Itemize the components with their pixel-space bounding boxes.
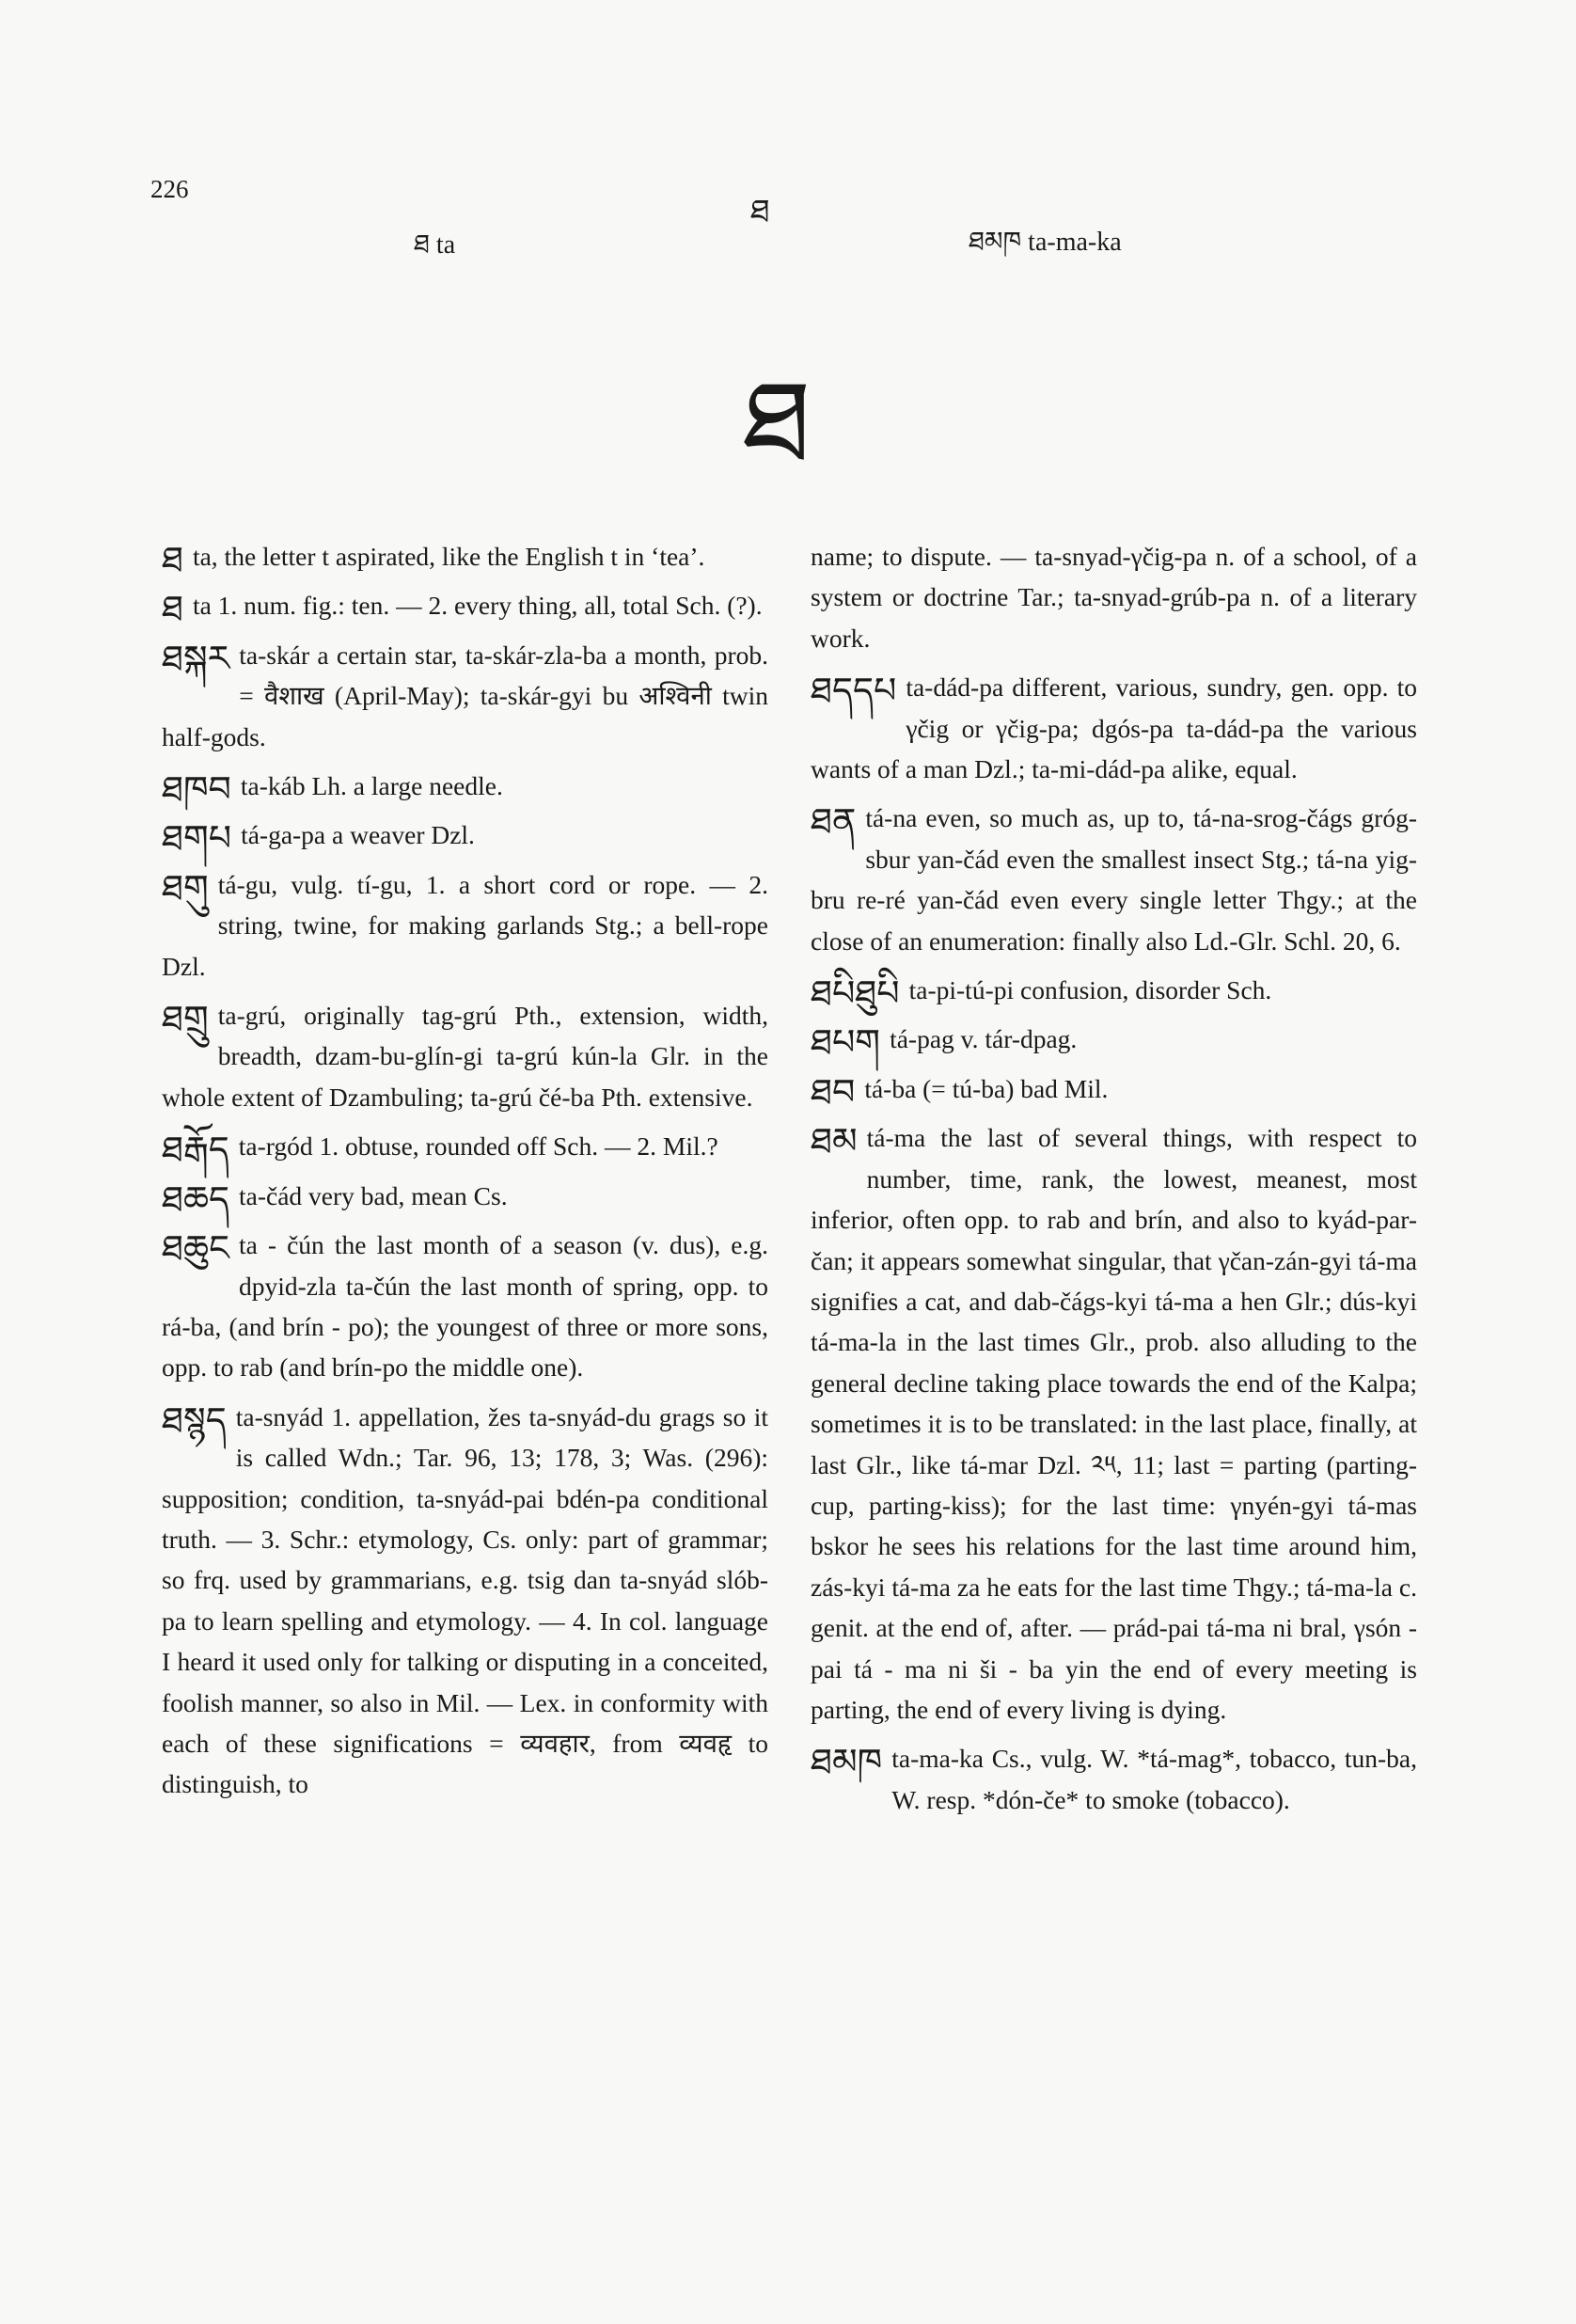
dictionary-entry xyxy=(162,536,768,580)
entry-headword-tibetan: ཐཔག xyxy=(811,1021,881,1064)
entry-text: tá-ba (= tú-ba) bad Mil. xyxy=(864,1073,1109,1103)
dictionary-entry xyxy=(162,1225,768,1388)
entry-text: ta-ma-ka Cs., vulg. W. *tá-mag*, tobacco, tun-ba, W. resp. *dón-če* to smoke (tobacco). xyxy=(891,1744,1417,1814)
entry-text: ta-grú, originally tag-grú Pth., extension, width, breadth, dzam-bu-glín-gi ta-grú kún-la Glr. in the whole extent of Dzambuling; ta-grú čé-ba Pth. extensive. xyxy=(162,1001,768,1112)
dictionary-entry xyxy=(162,1126,768,1171)
entry-text: ta-snyád 1. appellation, žes ta-snyád-du grags so it is called Wdn.; Tar. 96, 13; 178, 3; Was. (296): supposition; condition, ta-snyád-pai bdén-pa conditional truth. — 3. Schr.: etymology, Cs. only: part of grammar; so frq. used by grammarians, e.g. tsig dan ta-snyád slób-pa to learn spelling and etymology. — 4. In col. language I heard it used only for talking or disputing in a conceited, foolish manner, so also in Mil. — Lex. in conformity with each of these significations = व्यवहार, from व्यवहृ to distinguish, to xyxy=(162,1401,768,1799)
entry-headword-tibetan: ཐདདཔ xyxy=(811,670,897,712)
entry-headword-tibetan: ཐཆུང xyxy=(162,1227,229,1270)
entry-text: ta-rgód 1. obtuse, rounded off Sch. — 2. Mil.? xyxy=(238,1131,718,1162)
dictionary-entry-continued xyxy=(811,536,1417,658)
dictionary-entry xyxy=(162,1397,768,1805)
dictionary-entry xyxy=(162,585,768,630)
dictionary-entry xyxy=(811,970,1417,1015)
entry-headword-tibetan: ཐགྲུ xyxy=(162,998,209,1040)
entry-headword-tibetan: ཐམ xyxy=(811,1120,858,1162)
entry-headword-tibetan: ཐན xyxy=(811,800,857,843)
dictionary-entry xyxy=(811,798,1417,961)
running-head-center: ཐ xyxy=(750,193,770,230)
entry-text: tá-ga-pa a weaver Dzl. xyxy=(241,820,475,850)
entry-text: tá-ma the last of several things, with respect to number, time, rank, the lowest, meanest, most inferior, often opp. to rab and brín, and also to kyád-par-čan; it appears somewhat singular, that γčan-zán-gyi tá-ma signifies a cat, and dab-čágs-kyi tá-ma a hen Glr.; dús-kyi tá-ma-la in the last times Glr., prob. also alluding to the general decline taking place towards the end of the Kalpa; sometimes it is to be translated: in the last place, finally, at last Glr., like tá-mar Dzl. ༢༥, 11; last = parting (parting-cup, parting-kiss); for the last time: γnyén-gyi tá-mas bskor he sees his relations for the last time around him, zás-kyi tá-ma za he eats for the last time Thgy.; tá-ma-la c. genit. at the end of, after. — prád-pai tá-ma ni bral, γsón - pai tá - ma ni ši - ba yin the end of every meeting is parting, the end of every living is dying. xyxy=(811,1123,1417,1724)
entry-text: ta-káb Lh. a large needle. xyxy=(240,771,503,801)
dictionary-entry xyxy=(162,995,768,1117)
dictionary-entry xyxy=(811,1738,1417,1820)
entry-text: ta-pi-tú-pi confusion, disorder Sch. xyxy=(908,975,1272,1005)
entry-headword-tibetan: ཐརྒོད xyxy=(162,1129,229,1171)
dictionary-entry xyxy=(162,1176,768,1220)
dictionary-entry xyxy=(811,1019,1417,1064)
entry-text: tá-gu, vulg. tí-gu, 1. a short cord or rope. — 2. string, twine, for making garlands Stg.; a bell-rope Dzl. xyxy=(162,869,768,981)
entry-headword-tibetan: ཐགུ xyxy=(162,866,209,909)
entry-headword-tibetan: ཐ xyxy=(162,539,183,580)
entry-text: ta - čún the last month of a season (v. dus), e.g. dpyid-zla ta-čún the last month of spring, opp. to rá-ba, (and brín - po); the youngest of three or more sons, opp. to rab (and brín-po the middle one). xyxy=(162,1230,768,1383)
dictionary-entry xyxy=(162,635,768,757)
entry-text: tá-pag v. tár-dpag. xyxy=(890,1024,1078,1054)
entry-headword-tibetan: ཐམཁ xyxy=(811,1741,883,1783)
dictionary-entry xyxy=(811,1068,1417,1113)
dictionary-entry xyxy=(162,766,768,811)
entry-text: ta-čád very bad, mean Cs. xyxy=(239,1180,508,1210)
entry-text: ta, the letter t aspirated, like the English t in ‘tea’. xyxy=(192,542,705,571)
entry-headword-tibetan: ཐགཔ xyxy=(162,817,232,860)
dictionary-entry xyxy=(162,814,768,860)
running-head-left: ཐ ta xyxy=(414,230,456,260)
entry-headword-tibetan: ཐ xyxy=(162,588,183,630)
dictionary-entry xyxy=(811,1117,1417,1730)
entry-text: tá-na even, so much as, up to, tá-na-srog-čágs gróg-sbur yan-čád even the smallest insect Stg.; tá-na yig-bru re-ré yan-čád even every single letter Thgy.; at the close of an enumeration: finally also Ld.-Glr. Schl. 20, 6. xyxy=(811,803,1417,956)
page-number: 226 xyxy=(150,175,189,203)
entry-headword-tibetan: ཐཔིཐུཔི xyxy=(811,972,900,1015)
entry-text: ta-dád-pa different, various, sundry, gen. opp. to γčig or γčig-pa; dgós-pa ta-dád-pa the various wants of a man Dzl.; ta-mi-dád-pa alike, equal. xyxy=(811,672,1417,784)
dictionary-entry xyxy=(162,864,768,987)
right-column xyxy=(811,536,1417,1828)
entry-text: ta-skár a certain star, ta-skár-zla-ba a month, prob. = वैशाख (April-May); ta-skár-gyi bu अश्विनी twin half-gods. xyxy=(162,640,768,751)
left-column xyxy=(162,536,768,1813)
running-head-right: ཐམཁ ta-ma-ka xyxy=(969,228,1122,257)
entry-text: name; to dispute. — ta-snyad-γčig-pa n. of a school, of a system or doctrine Tar.; ta-snyad-grúb-pa n. of a literary work. xyxy=(811,542,1417,653)
entry-headword-tibetan: ཐསྐར xyxy=(162,637,230,679)
entry-headword-tibetan: ཐསྙད xyxy=(162,1399,227,1441)
dictionary-entry xyxy=(811,667,1417,789)
entry-headword-tibetan: ཐཆད xyxy=(162,1178,230,1220)
entry-text: ta 1. num. fig.: ten. — 2. every thing, all, total Sch. (?). xyxy=(192,591,763,621)
entry-headword-tibetan: ཐཁབ xyxy=(162,768,231,811)
entry-headword-tibetan: ཐབ xyxy=(811,1070,856,1113)
section-letter: ཐ xyxy=(743,357,812,488)
